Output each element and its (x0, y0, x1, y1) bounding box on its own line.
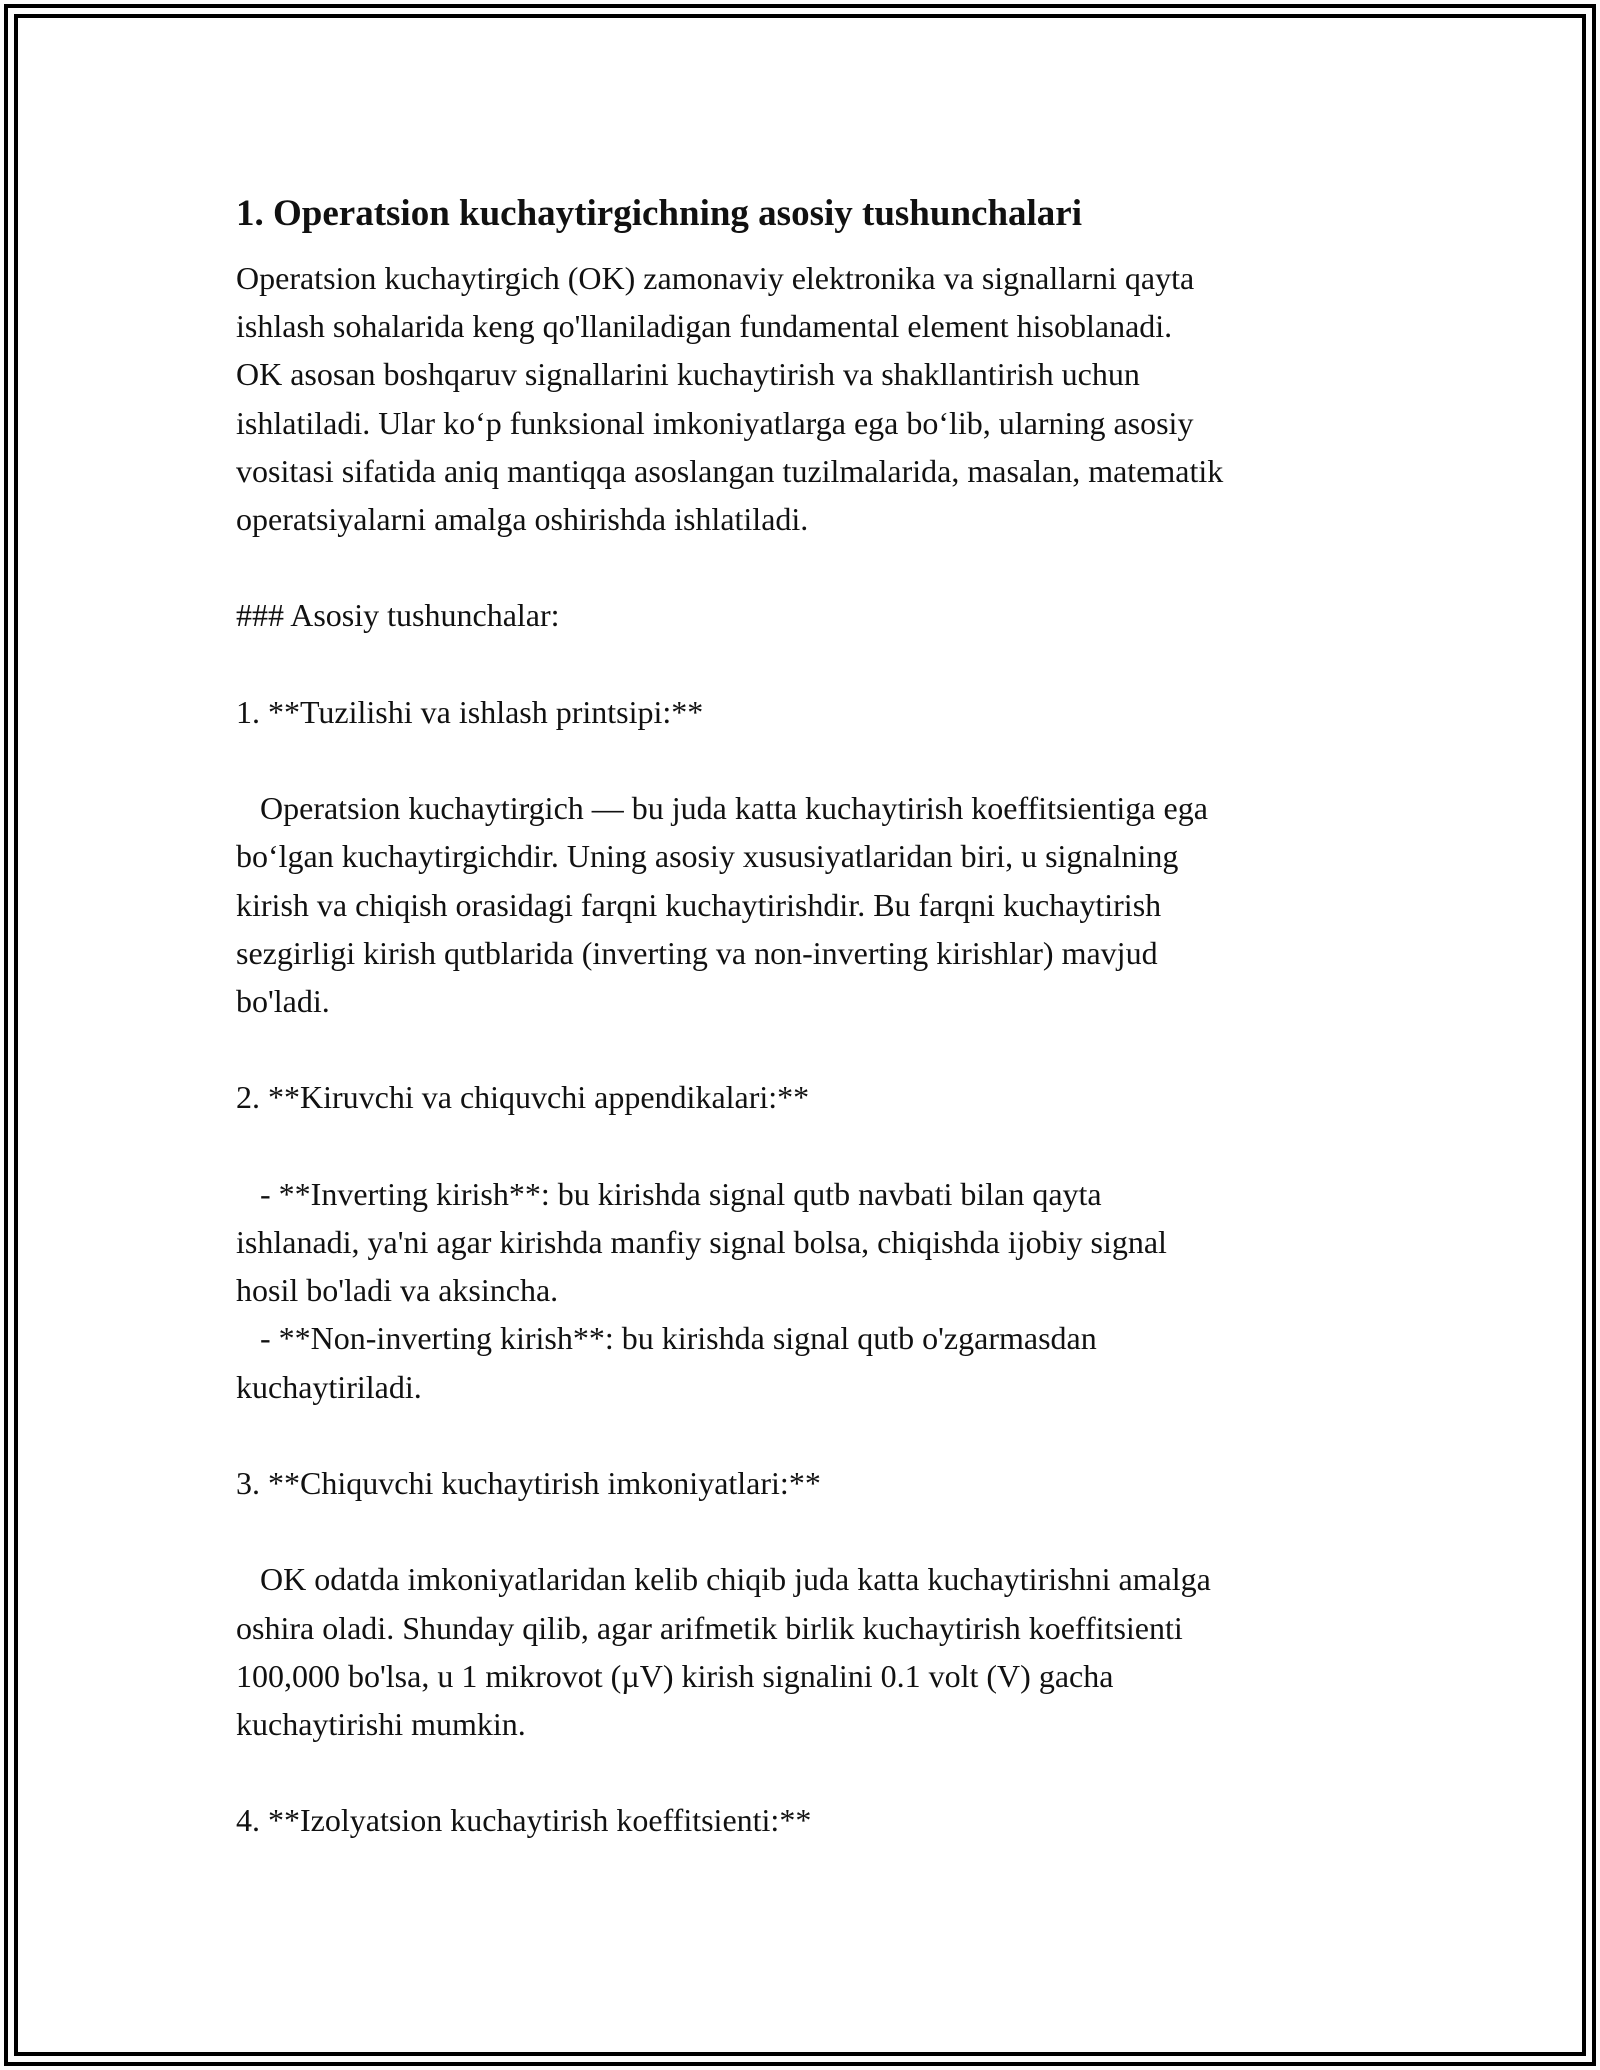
document-title: 1. Operatsion kuchaytirgichning asosiy tushunchalari (236, 193, 1083, 234)
item-3-line: 100,000 bo'lsa, u 1 mikrovot (µV) kirish signalini 0.1 volt (V) gacha (236, 1657, 1114, 1694)
item-3-line: kuchaytirishi mumkin. (236, 1705, 526, 1742)
intro-line: Operatsion kuchaytirgich (OK) zamonaviy elektronika va signallarni qayta (236, 260, 1195, 296)
item-1-body (236, 784, 1396, 1025)
item-3-line: OK odatda imkoniyatlaridan kelib chiqib juda katta kuchaytirishni amalga (236, 1561, 1211, 1598)
intro-line: operatsiyalarni amalga oshirishda ishlatiladi. (236, 501, 809, 538)
item-2-line: ishlanadi, ya'ni agar kirishda manfiy signal bolsa, chiqishda ijobiy signal (236, 1223, 1167, 1260)
item-3-heading: 3. **Chiquvchi kuchaytirish imkoniyatlari:** (236, 1464, 821, 1501)
item-1-line: kirish va chiqish orasidagi farqni kuchaytirishdir. Bu farqni kuchaytirish (236, 886, 1162, 923)
item-2-heading: 2. **Kiruvchi va chiquvchi appendikalari:** (236, 1079, 810, 1116)
item-3-line: oshira oladi. Shunday qilib, agar arifmetik birlik kuchaytirish koeffitsienti (236, 1609, 1183, 1646)
document-body (236, 186, 1396, 1845)
section-heading: ### Asosiy tushunchalar: (236, 597, 560, 634)
item-2-line: kuchaytiriladi. (236, 1368, 422, 1405)
item-1-line: Operatsion kuchaytirgich — bu juda katta kuchaytirish koeffitsientiga ega (236, 790, 1208, 827)
item-2-line: - **Non-inverting kirish**: bu kirishda signal qutb o'zgarmasdan (236, 1320, 1097, 1357)
intro-line: OK asosan boshqaruv signallarini kuchaytirish va shakllantirish uchun (236, 356, 1140, 393)
item-2-line: - **Inverting kirish**: bu kirishda signal qutb navbati bilan qayta (236, 1175, 1102, 1212)
intro-line: vositasi sifatida aniq mantiqqa asoslangan tuzilmalarida, masalan, matematik (236, 452, 1224, 489)
item-2-line: hosil bo'ladi va aksincha. (236, 1272, 559, 1309)
item-3-body (236, 1555, 1396, 1748)
intro-line: ishlatiladi. Ular ko‘p funksional imkoniyatlarga ega bo‘lib, ularning asosiy (236, 404, 1194, 441)
item-2-body (236, 1170, 1396, 1411)
item-4-heading: 4. **Izolyatsion kuchaytirish koeffitsienti:** (236, 1802, 812, 1839)
item-1-heading: 1. **Tuzilishi va ishlash printsipi:** (236, 693, 704, 730)
item-1-line: sezgirligi kirish qutblarida (inverting va non-inverting kirishlar) mavjud (236, 934, 1158, 971)
intro-paragraph (236, 254, 1396, 543)
intro-line: ishlash sohalarida keng qo'llaniladigan fundamental element hisoblanadi. (236, 308, 1173, 345)
item-1-line: bo‘lgan kuchaytirgichdir. Uning asosiy xususiyatlaridan biri, u signalning (236, 838, 1179, 875)
item-1-line: bo'ladi. (236, 983, 330, 1019)
